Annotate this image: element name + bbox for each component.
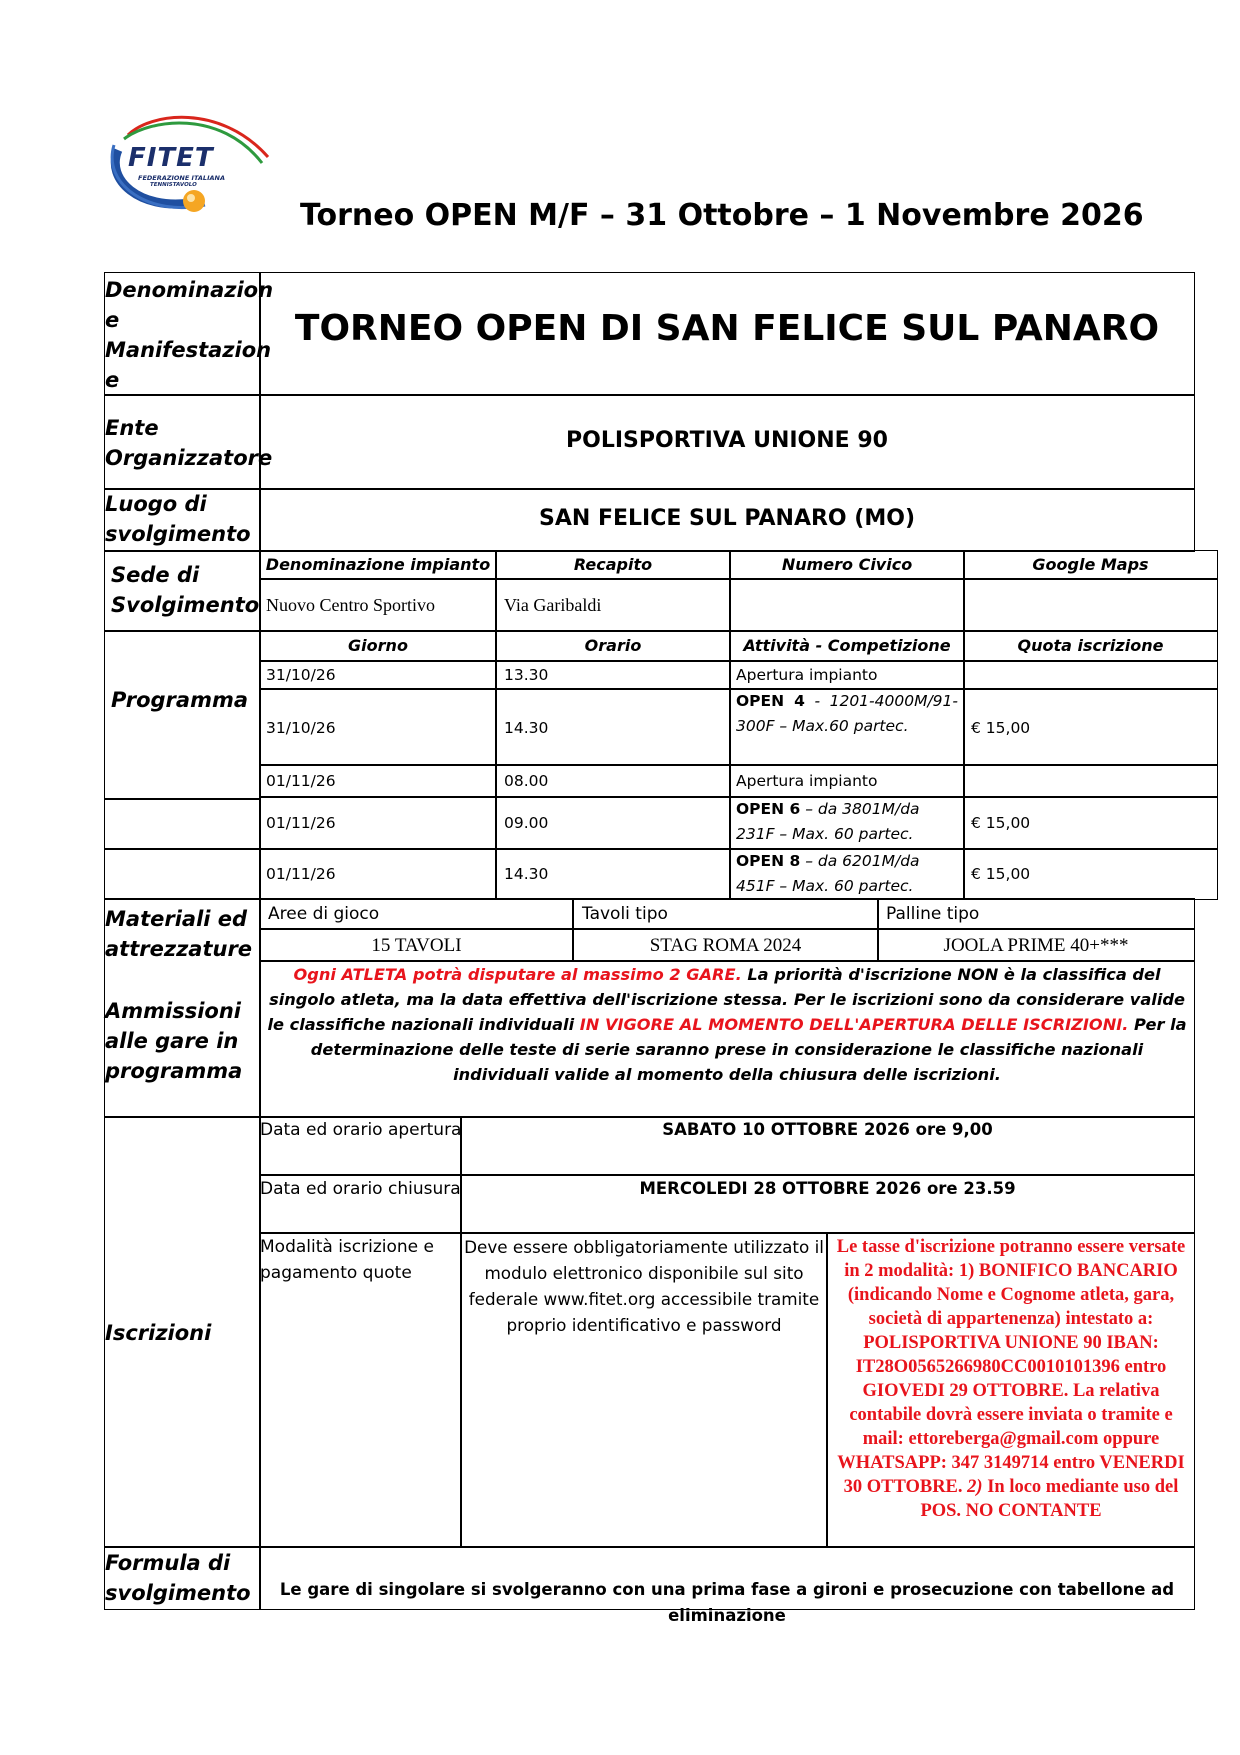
prog-r2-quota: € 15,00 — [971, 719, 1031, 737]
isc-apertura-label: Data ed orario apertura — [260, 1120, 462, 1140]
prog-r2-attivita-bold: OPEN 4 — [736, 692, 805, 710]
prog-r2-orario: 14.30 — [504, 719, 549, 737]
prog-r5-orario: 14.30 — [504, 865, 549, 883]
sede-impianto: Nuovo Centro Sportivo — [266, 595, 435, 615]
prog-r3-giorno: 01/11/26 — [266, 772, 336, 790]
isc-chiusura-value: MERCOLEDI 28 OTTOBRE 2026 ore 23.59 — [639, 1179, 1016, 1198]
isc-apertura-value: SABATO 10 OTTOBRE 2026 ore 9,00 — [662, 1120, 993, 1139]
prog-r1-attivita: Apertura impianto — [736, 666, 878, 684]
mat-aree-value: 15 TAVOLI — [371, 935, 462, 956]
prog-r1-giorno: 31/10/26 — [266, 666, 336, 684]
iscrizioni-label: Iscrizioni — [105, 1321, 212, 1345]
logo-subtext-2: TENNISTAVOLO — [150, 182, 197, 188]
sede-value-cell-4 — [963, 578, 1218, 632]
isc-modalita-value: Deve essere obbligatoriamente utilizzato il modulo elettronico disponibile sul sito federale www.fitet.org accessibile tramite proprio identificativo e password — [464, 1237, 824, 1335]
ente-label: Ente Organizzatore — [105, 416, 273, 470]
ente-value: POLISPORTIVA UNIONE 90 — [566, 428, 888, 453]
sede-label: Sede di Svolgimento — [111, 563, 260, 617]
prog-r5-giorno: 01/11/26 — [266, 865, 336, 883]
ammissioni-text-1: La priorità d'iscrizione NON è la classifica del singolo atleta, ma la data effettiva dell'iscrizione stessa. Per le iscrizioni sono da considerare valide le classifiche nazionali individuali — [267, 965, 1185, 1034]
sede-header-civico: Numero Civico — [781, 555, 913, 574]
prog-r4-giorno: 01/11/26 — [266, 814, 336, 832]
fitet-logo — [110, 105, 280, 225]
prog-header-giorno: Giorno — [348, 636, 408, 655]
prog-header-orario: Orario — [584, 636, 642, 655]
sede-recapito: Via Garibaldi — [504, 595, 602, 615]
prog-r4-attivita — [736, 797, 958, 847]
prog-r2-attivita-rest: - 1201-4000M/91-300F – Max.60 partec. — [736, 692, 958, 735]
prog-r3-orario: 08.00 — [504, 772, 549, 790]
ammissioni-red-1: Ogni ATLETA potrà disputare al massimo 2 GARE. — [293, 965, 742, 984]
mat-palline-value: JOOLA PRIME 40+*** — [943, 935, 1129, 956]
prog-r4-orario: 09.00 — [504, 814, 549, 832]
prog-r5-attivita-bold: OPEN 8 — [736, 852, 801, 870]
luogo-value: SAN FELICE SUL PANARO (MO) — [539, 506, 915, 531]
logo-text: FITET — [128, 143, 214, 173]
luogo-label: Luogo di svolgimento — [105, 492, 251, 546]
formula-label: Formula di svolgimento — [105, 1551, 251, 1605]
prog-r1-cell-4 — [963, 660, 1218, 690]
isc-tasse-text-1: Le tasse d'iscrizione potranno essere versate in 2 modalità: 1) BONIFICO BANCARIO (indicando Nome e Cognome atleta, gara, società di appartenenza) intestato a: POLISPORTIVA UNIONE 90 IBAN: IT28O0565266980CC0010101396 entro GIOVEDI 29 OTTOBRE. La relativa contabile dovrà essere inviata o tramite e mail: ettoreberga@gmail.com oppure WHATSAPP: 347 3149714 entro VENERDI 30 OTTOBRE. — [836, 1237, 1186, 1497]
sede-header-maps: Google Maps — [1032, 555, 1149, 574]
ammissioni-label: Ammissioni alle gare in programma — [105, 999, 243, 1083]
isc-chiusura-label: Data ed orario chiusura — [260, 1179, 461, 1199]
mat-header-palline: Palline tipo — [886, 904, 980, 924]
prog-r3-cell-4 — [963, 764, 1218, 798]
prog-r5-attivita — [736, 849, 958, 899]
isc-tasse-text-3: In loco mediante uso del POS. NO CONTANTE — [920, 1477, 1179, 1521]
prog-header-quota: Quota iscrizione — [1017, 636, 1164, 655]
prog-header-attivita: Attività - Competizione — [743, 636, 951, 655]
prog-r5-attivita-rest: – da 6201M/da 451F – Max. 60 partec. — [736, 852, 920, 895]
prog-r5-quota: € 15,00 — [971, 865, 1031, 883]
isc-tasse-text-2: 2) — [967, 1477, 983, 1497]
denominazione-label: Denominazion e Manifestazion e — [105, 278, 274, 392]
page-title: Torneo OPEN M/F – 31 Ottobre – 1 Novembre 2026 — [300, 198, 1144, 233]
formula-value: Le gare di singolare si svolgeranno con una prima fase a gironi e prosecuzione con tabellone ad eliminazione — [279, 1580, 1175, 1625]
prog-r2-attivita — [736, 689, 958, 739]
ammissioni-text — [262, 962, 1192, 1087]
prog-r2-giorno: 31/10/26 — [266, 719, 336, 737]
denominazione-value: TORNEO OPEN DI SAN FELICE SUL PANARO — [294, 308, 1160, 349]
mat-header-tavoli: Tavoli tipo — [582, 904, 668, 924]
prog-r4-quota: € 15,00 — [971, 814, 1031, 832]
logo-subtext-1: FEDERAZIONE ITALIANA — [138, 174, 225, 182]
ammissioni-red-2: IN VIGORE AL MOMENTO DELL'APERTURA DELLE ISCRIZIONI. — [579, 1015, 1129, 1034]
programma-extra-label-cell-1 — [104, 798, 261, 850]
materiali-label: Materiali ed attrezzature — [105, 907, 253, 961]
sede-header-denominazione: Denominazione impianto — [265, 555, 491, 574]
isc-tasse-text — [829, 1235, 1193, 1523]
prog-r4-attivita-rest: – da 3801M/da 231F – Max. 60 partec. — [736, 800, 920, 843]
sede-header-recapito: Recapito — [573, 555, 653, 574]
mat-tavoli-value: STAG ROMA 2024 — [649, 935, 802, 956]
prog-r4-attivita-bold: OPEN 6 — [736, 800, 801, 818]
isc-modalita-label: Modalità iscrizione e pagamento quote — [260, 1237, 434, 1283]
programma-label-cell — [104, 630, 261, 800]
mat-header-aree: Aree di gioco — [268, 904, 380, 924]
prog-r3-attivita: Apertura impianto — [736, 772, 878, 790]
ammissioni-text-2: Per la determinazione delle teste di serie saranno prese in considerazione le classifiche nazionali individuali valide al momento della chiusura delle iscrizioni. — [310, 1015, 1187, 1084]
sede-value-cell-3 — [729, 578, 965, 632]
programma-label: Programma — [111, 688, 249, 712]
prog-r1-orario: 13.30 — [504, 666, 549, 684]
programma-extra-label-cell-2 — [104, 848, 261, 900]
